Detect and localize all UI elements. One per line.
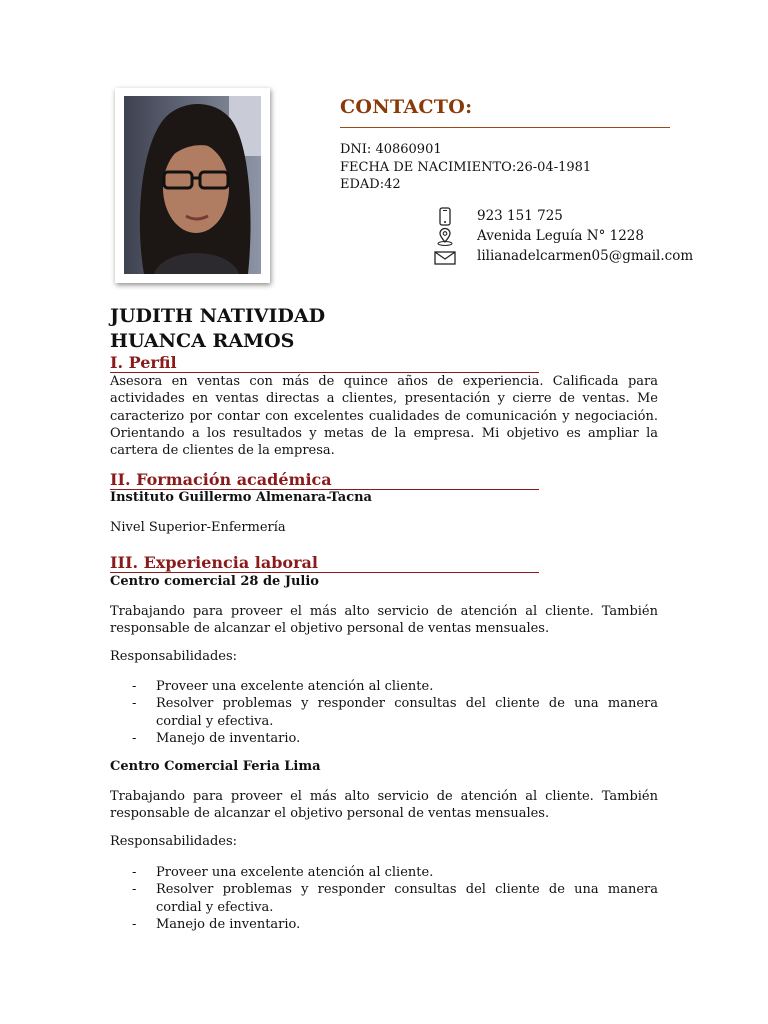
dni: DNI: 40860901 (340, 142, 442, 157)
list-item: - Proveer una excelente atención al cliente. (132, 679, 434, 694)
perfil-text: Asesora en ventas con más de quince años de experiencia. Calificada para actividades en ventas directas a clientes, presentación y cierre de ventas. Me caracterizo por contar con excelentes cualidades de comunicación y negociación. Orientando a los resultados y metas de la empresa. Mi objetivo es ampliar la cartera de clientes de la empresa. (110, 374, 658, 459)
section-title-experiencia: III. Experiencia laboral (110, 553, 318, 572)
education-level: Nivel Superior-Enfermería (110, 520, 286, 535)
list-marker: - (132, 882, 137, 898)
responsibilities-list (110, 864, 658, 933)
contact-title: CONTACTO: (340, 96, 473, 118)
profile-photo (124, 96, 261, 274)
name-line-2: HUANCA RAMOS (110, 330, 295, 352)
job-company: Centro comercial 28 de Julio (110, 574, 319, 589)
contact-divider (340, 127, 670, 128)
profile-photo-illustration (124, 96, 261, 274)
list-item: - Proveer una excelente atención al cliente. (132, 865, 434, 880)
list-item: - Manejo de inventario. (132, 730, 301, 746)
responsibilities-label: Responsabilidades: (110, 649, 238, 664)
contact-items (432, 207, 732, 267)
list-item: - Resolver problemas y responder consultas del cliente de una manera cordial y efectiva. (132, 882, 658, 915)
mail-icon (432, 247, 458, 267)
responsibilities-list (110, 678, 658, 747)
birth-date: FECHA DE NACIMIENTO:26-04-1981 (340, 159, 592, 175)
list-marker: - (132, 865, 137, 880)
contact-details (340, 141, 591, 194)
profile-photo-frame (115, 88, 270, 283)
name-line-1: JUDITH NATIVIDAD (110, 305, 326, 327)
list-marker: - (132, 696, 137, 712)
list-marker: - (132, 679, 137, 694)
email-address[interactable]: lilianadelcarmen05@gmail.com (477, 248, 694, 264)
section-title-formacion: II. Formación académica (110, 470, 332, 489)
institution-name: Instituto Guillermo Almenara-Tacna (110, 490, 372, 505)
job-description: Trabajando para proveer el más alto servicio de atención al cliente. También responsable de alcanzar el objetivo personal de ventas mensuales. (110, 789, 658, 822)
phone-icon (432, 207, 458, 227)
phone-number[interactable]: 923 151 725 (477, 208, 563, 224)
section-divider-experiencia (110, 572, 539, 573)
job-description: Trabajando para proveer el más alto servicio de atención al cliente. También responsable de alcanzar el objetivo personal de ventas mensuales. (110, 604, 658, 637)
location-pin-icon (432, 227, 458, 247)
list-item: - Resolver problemas y responder consultas del cliente de una manera cordial y efectiva. (132, 696, 658, 729)
responsibilities-label: Responsabilidades: (110, 834, 238, 849)
section-title-perfil: I. Perfil (110, 353, 177, 372)
address: Avenida Leguía N° 1228 (477, 228, 644, 244)
contact-phone (432, 207, 732, 227)
list-item: - Manejo de inventario. (132, 916, 301, 932)
list-marker: - (132, 730, 137, 746)
contact-email (432, 247, 732, 267)
person-name (110, 304, 325, 354)
age: EDAD:42 (340, 177, 401, 192)
contact-address (432, 227, 732, 247)
job-company: Centro Comercial Feria Lima (110, 759, 321, 774)
list-marker: - (132, 916, 137, 932)
